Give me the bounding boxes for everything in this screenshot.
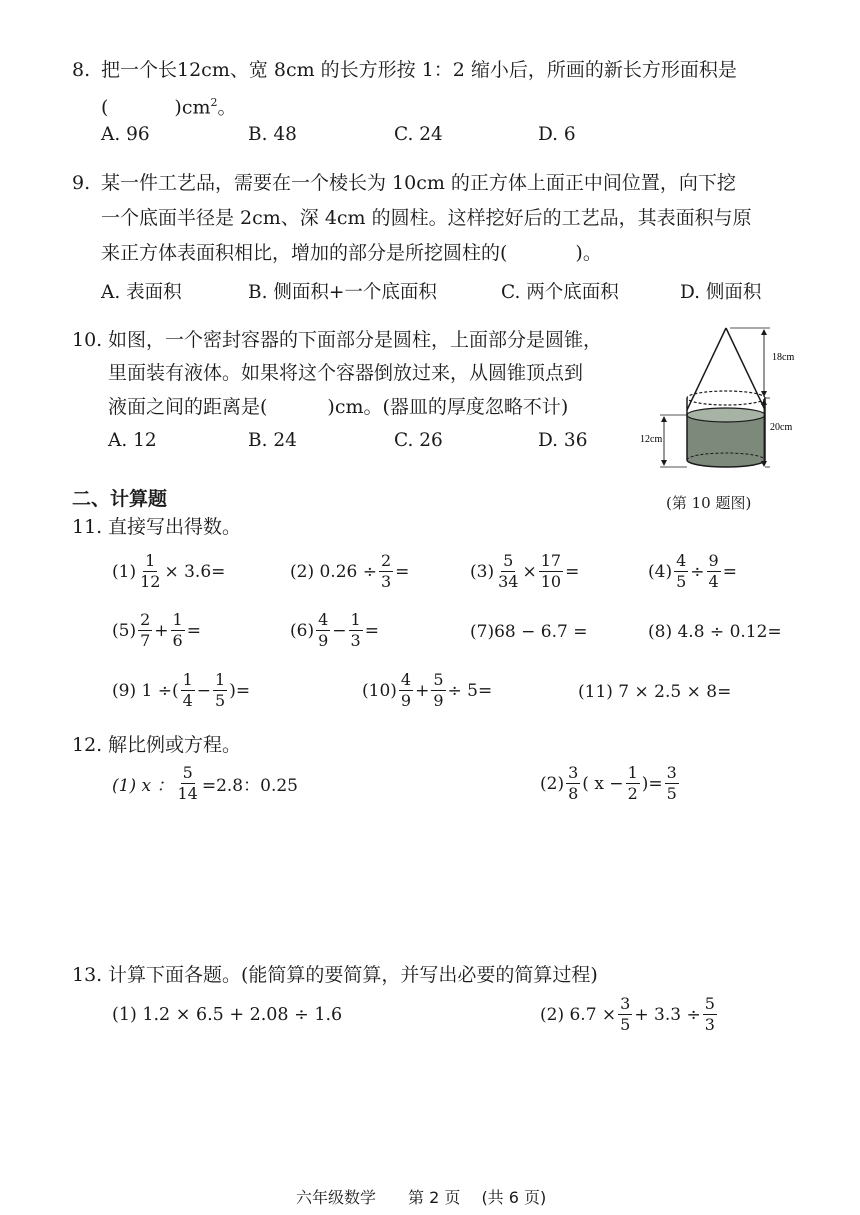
q8-number: 8. — [72, 59, 91, 81]
q11-number: 11. — [72, 516, 103, 538]
q13-item-1: (1) 1.2 × 6.5 + 2.08 ÷ 1.6 — [112, 1005, 343, 1025]
q13-number: 13. — [72, 964, 103, 986]
q12-text: 解比例或方程。 — [108, 734, 242, 756]
cylinder-top — [687, 391, 765, 405]
q11-item-8: (8) 4.8 ÷ 0.12= — [648, 622, 782, 642]
q9-option-b: B. 侧面积+一个底面积 — [248, 282, 437, 303]
q10-option-a: A. 12 — [108, 430, 157, 451]
q11-item-7: (7)68 − 6.7 = — [470, 622, 588, 642]
q9-option-d: D. 侧面积 — [680, 282, 762, 303]
q8-option-c: C. 24 — [394, 124, 443, 145]
q12-item-2: (2) $\frac{3}{8}$ ( x − $\frac{1}{2}$ )= $\frac{3}{5}$ — [540, 763, 677, 803]
q11-item-11: (11) 7 × 2.5 × 8= — [578, 682, 732, 702]
q13-text: 计算下面各题。(能简算的要简算，并写出必要的简算过程) — [108, 964, 598, 986]
section-title: 二、计算题 — [72, 488, 168, 510]
q10-figure — [640, 322, 800, 482]
q8-line2: ( )$cm^2$。 — [101, 96, 237, 119]
q10-number: 10. — [72, 329, 103, 351]
q12-number: 12. — [72, 734, 103, 756]
q10-option-d: D. 36 — [538, 430, 588, 451]
cone-left-edge — [687, 328, 726, 410]
q11-item-5: (5) $\frac{2}{7}$ + $\frac{1}{6}$ = — [112, 610, 201, 650]
q11-item-6: (6) $\frac{4}{9}$ − $\frac{1}{3}$ = — [290, 610, 379, 650]
q11-item-3: (3) $\frac{5}{34}$ × $\frac{17}{10}$ = — [470, 551, 580, 591]
q11-item-1: (1) $\frac{1}{12}$ × 3.6= — [112, 551, 226, 591]
q11-item-9: (9) 1 ÷( $\frac{1}{4}$ − $\frac{1}{5}$ )= — [112, 670, 251, 710]
q10-line3: 液面之间的距离是( )cm。(器皿的厚度忽略不计) — [108, 396, 569, 418]
q11-item-2: (2) 0.26 ÷ $\frac{2}{3}$ = — [290, 551, 410, 591]
page-footer: 六年级数学 第 2 页 (共 6 页) — [296, 1188, 547, 1207]
q13-item-2: (2) 6.7 × $\frac{3}{5}$ + 3.3 ÷ $\frac{5}{3}$ — [540, 994, 715, 1034]
q8-option-b: B. 48 — [248, 124, 297, 145]
q11-item-4: (4) $\frac{4}{5}$ ÷ $\frac{9}{4}$ = — [648, 551, 737, 591]
q10-option-b: B. 24 — [248, 430, 297, 451]
q9-line3: 来正方体表面积相比，增加的部分是所挖圆柱的( )。 — [101, 242, 602, 264]
liquid-surface — [687, 408, 765, 422]
q11-text: 直接写出得数。 — [108, 516, 242, 538]
cone-right-edge — [726, 328, 765, 410]
dim-20-label: 20cm — [770, 422, 793, 433]
q10-figure-caption: (第 10 题图) — [666, 494, 752, 512]
dim-12-label: 12cm — [640, 434, 663, 445]
q9-line1: 某一件工艺品，需要在一个棱长为 10cm 的正方体上面正中间位置，向下挖 — [101, 172, 736, 194]
q9-line2: 一个底面半径是 2cm、深 4cm 的圆柱。这样挖好后的工艺品，其表面积与原 — [101, 207, 752, 229]
q12-item-1: (1) x ： $\frac{5}{14}$ =2.8：0.25 — [112, 763, 298, 803]
liquid — [687, 415, 765, 467]
q8-option-a: A. 96 — [101, 124, 150, 145]
q8-option-d: D. 6 — [538, 124, 576, 145]
q9-option-c: C. 两个底面积 — [501, 282, 619, 303]
q10-option-c: C. 26 — [394, 430, 443, 451]
q9-number: 9. — [72, 172, 91, 194]
q9-option-a: A. 表面积 — [101, 282, 182, 303]
dim-18-label: 18cm — [772, 352, 795, 363]
q11-item-10: (10) $\frac{4}{9}$ + $\frac{5}{9}$ ÷ 5= — [362, 670, 493, 710]
q10-line1: 如图，一个密封容器的下面部分是圆柱，上面部分是圆锥， — [108, 329, 603, 351]
q10-line2: 里面装有液体。如果将这个容器倒放过来，从圆锥顶点到 — [108, 362, 584, 384]
q8-line1: 把一个长12cm、宽 8cm 的长方形按 1：2 缩小后，所画的新长方形面积是 — [101, 59, 737, 81]
